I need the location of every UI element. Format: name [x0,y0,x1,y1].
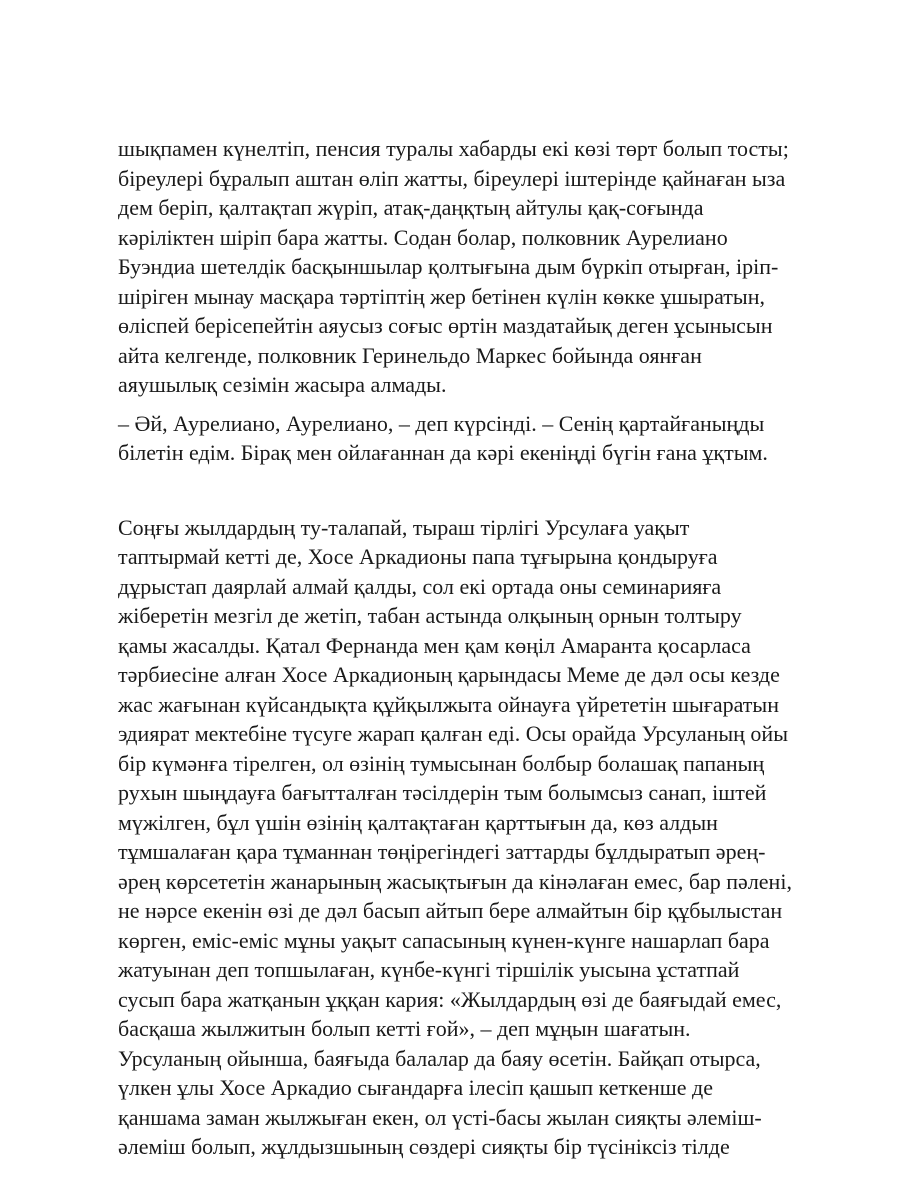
text-line: жас жағынан күйсандықта құйқылжыта ойнауға үйрететін шығаратын [118,691,779,717]
text-line: эдиярат мектебіне түсуге жарап қалған еді. Осы орайда Урсуланың ойы [118,721,788,746]
paragraph [118,134,808,400]
text-line: жіберетін мезгіл де жетіп, табан астында олқының орнын толтыру [118,603,742,628]
text-line: жатуынан деп топшылаған, күнбе-күнгі тіршілік уысына ұстатпай [118,957,740,982]
text-line: қамы жасалды. Қатал Фернанда мен қам көңіл Амаранта қосарласа [118,632,751,658]
text-line: Буэндиа шетелдік басқыншылар қолтығына дым бүркіп отырған, іріп- [118,254,779,279]
text-line: біреулері бұралып аштан өліп жатты, біреулері іштерінде қайнаған ыза [118,165,786,191]
text-line: шықпамен күнелтіп, пенсия туралы хабарды екі көзі төрт болып тосты; [118,136,789,161]
text-line: мүжілген, бұл үшін өзінің қалтақтаған қарттығын да, көз алдын [118,809,718,835]
text-line: шіріген мынау масқара тәртіптің жер бетінен күлін көкке ұшыратын, [118,283,765,309]
text-line: бір күмәнға тірелген, ол өзінің тумысынан болбыр болашақ папаның [118,750,765,776]
text-line: дем беріп, қалтақтап жүріп, атақ-даңқтың айтулы қақ-соғында [118,195,704,220]
text-line: тәрбиесіне алған Хосе Аркадионың қарындасы Меме де дәл осы кезде [118,662,780,687]
text-line: тұмшалаған қара тұманнан төңірегіндегі заттарды бұлдыратып әрең- [118,839,766,864]
text-line: үлкен ұлы Хосе Аркадио сығандарға ілесіп қашып кеткенше де [118,1075,713,1100]
text-line: таптырмай кетті де, Хосе Аркадионы папа тұғырына қондыруға [118,544,718,569]
text-line: сусып бара жатқанын ұққан кария: «Жылдардың өзі де баяғыдай емес, [118,986,782,1012]
text-line: қаншама заман жылжыған екен, ол үсті-басы жылан сияқты әлеміш- [118,1104,762,1130]
text-line: – Әй, Аурелиано, Аурелиано, – деп күрсінді. – Сенің қартайғаныңды [118,410,765,436]
text-line: Соңғы жылдардың ту-талапай, тыраш тірлігі Урсулаға уақыт [118,514,690,540]
text-line: дұрыстап даярлай алмай қалды, сол екі ортада оны семинарияға [118,573,722,599]
paragraph [118,409,808,468]
text-line: аяушылық сезімін жасыра алмады. [118,372,447,397]
text-line: өліспей берісепейтін аяусыз соғыс өртін маздатайық деген ұсынысын [118,313,773,338]
paragraph [118,513,808,1162]
text-line: айта келгенде, полковник Геринельдо Маркес бойында оянған [118,342,702,368]
text-line: көрген, еміс-еміс мұны уақыт сапасының күнен-күнге нашарлап бара [118,927,770,953]
text-line: кәріліктен шіріп бара жатты. Содан болар, полковник Аурелиано [118,224,728,250]
text-line: білетін едім. Бірақ мен ойлағаннан да кәрі екеніңді бүгін ғана ұқтым. [118,440,768,465]
text-line: Урсуланың ойынша, баяғыда балалар да баяу өсетін. Байқап отырса, [118,1045,761,1071]
document-page [118,134,808,1162]
text-line: басқаша жылжитын болып кетті ғой», – деп мұңын шағатын. [118,1016,691,1041]
text-line: не нәрсе екенін өзі де дәл басып айтып бере алмайтын бір құбылыстан [118,898,783,923]
text-line: әлеміш болып, жұлдызшының сөздері сияқты бір түсініксіз тілде [118,1134,730,1159]
text-line: рухын шыңдауға бағытталған тәсілдерін тым болымсыз санап, іштей [118,780,767,805]
text-line: әрең көрсететін жанарының жасықтығын да кінәлаған емес, бар пәлені, [118,868,792,894]
